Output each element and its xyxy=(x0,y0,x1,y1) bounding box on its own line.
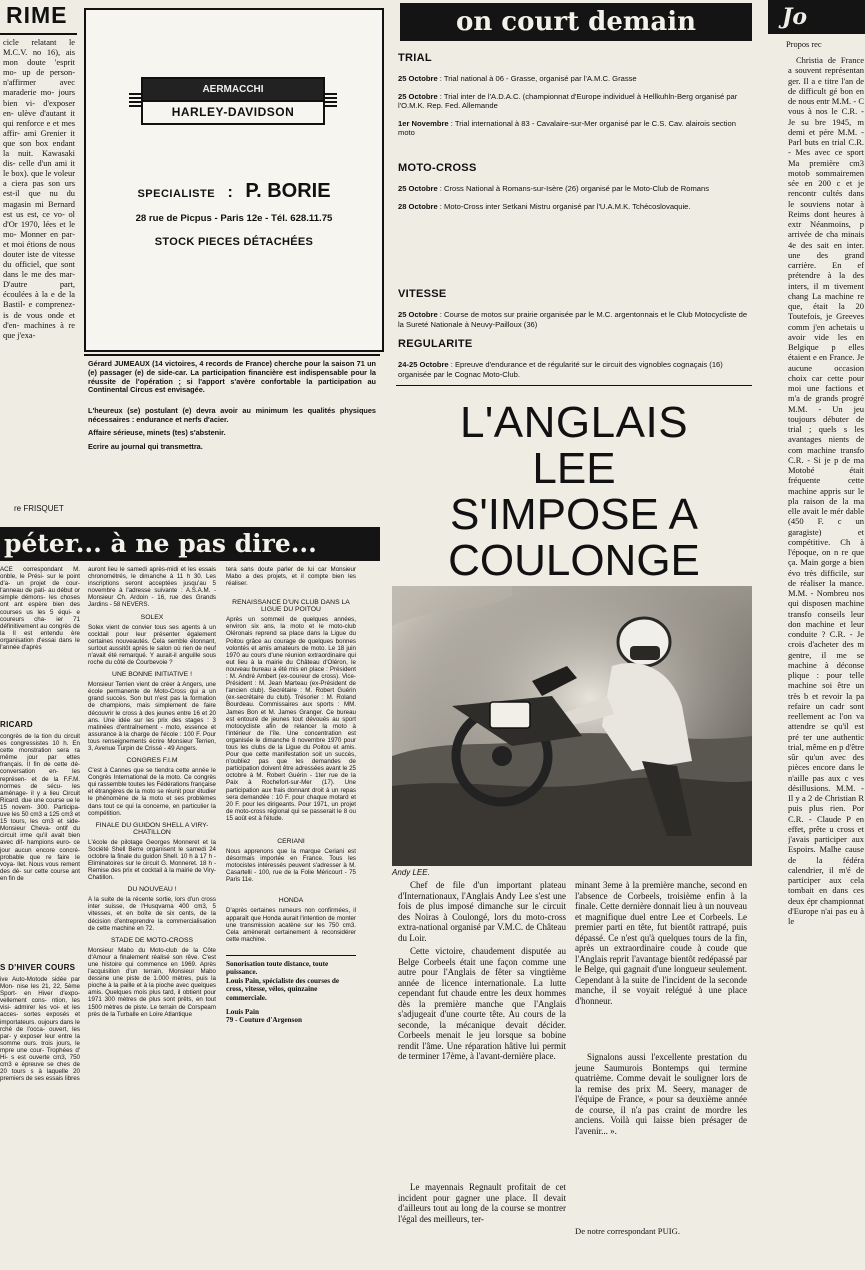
event-item xyxy=(398,184,750,194)
event-date: 28 Octobre xyxy=(398,201,438,211)
repeter-col2-p2: Solex vient de convier tous ses agents à un cocktail pour leur présenter également certaines nouveautés. Cela semble étonnant, surtout aussitôt après le salon où rien de neuf n'avait été remarqué. Y aurait-il anguille sous roche du côté de Courbevoie ? xyxy=(88,623,216,667)
left-column xyxy=(0,0,77,520)
left-column-text: cicle relatant le M.C.V. no 16), ais mon doute 'esprit mo- up de person- n'affirmer avec maraderie mo- jours bien vi- d'exposer en- ulève d'autant it qui renforce e et mes affir- ami Grenier it que son box endant la nuit. Kawasaki dis- celle d'un ami it le box). que le voleur a ciera pas son urs est-il que nu du magasin mi Bernard est us est, ce vo- ol d'Or 1970, lées et le mo- Monner en par- et moi étions de nous douter iste de vitesse du officiel, que sont dans le me des mar- D'autre part, écoulées à la e de la Bastil- e comprenez- is de vous onde et d'en- machines à re que j'exa- xyxy=(3,38,75,340)
ad-borie xyxy=(84,8,384,352)
right-column-text: Christia de France a souvent représentan ger. Il a e titre l'an de de difficult gé bon en de nous entr M.M. - C vous à nos le C.R. - Je su bre 1945, m demi et pére M.M. - Parl buts en trial C.R. - Mes avec ce sport Ma première cm3 motob sommairemen sée en 200 c et je rencontr cultés dans le souviens notar à Reims dont heures à extr Néanmoins, p arrivée de cha minais 4e des sait en inter. une des grand carrière. En ef prétendre à la des inters, il m tivement chang La machine re que, était la 20 Toutefois, je Greeves comm j'en achetais u avoir vide les en Belgique p elles étaient e en France. Je aucune occasion choix car cette pour moi une factions et m'a de grands progré M.M. - Un jeu toujours débuter de trial ; quels s les avantages nients de com machine transfo C.R. - Si je p de ma Motobé était fréquente cette machine appris sur le pla raison de la ma elle avait le mér dable (450 F. c un garagiste) et compétitive. Ch à l'époque, on n re que ça. Main gorge a bien évo très difficile, sur de réaliser la mance. M.M. - Nombreu nos qui disposen machine transfo conseils leur don machine et leur conduite ? C.R. - Je crois d'acheter des m gentre, il me se machine à déconse plique : pour telle machine soi être un très b et revoir la pa refaire un cadr sont reellement ac l'on va attendre se qu'il est pré ter une authentic trial, même en p d'être sûr qu'un avec des pièces encore dans le n'aille pas aux c ves désillusions. M.M. - Il y a 2 de Christian R puis plus rien. Por C.R. - Claude P en effet, prête u cross et j'avais participer aux Espoirs. Malhe cause de la fédéra calendrier, il m'é de participer aux cela tombait en dans ces deux épr championnat d'Europe n'ai pas eu à le xyxy=(788,55,864,926)
repeter-col2-p3: Monsieur Terrien vient de créer à Angers, une école permanente de Moto-Cross qui a un grand succès. Son but n'est pas la formation de champions, mais simplement de faire découvrir le cross à des jeunes entre 16 et 20 ans. Une idée sur les prix des stages : 3 matinées d'entraînement - moto, essence et assurance à la charge de l'école : 100 F. Pour tous renseignements écrire Monsieur Terrien, 3, Avenue Turpin de Crissé - 49 Angers. xyxy=(88,681,216,752)
notice-jumeaux xyxy=(84,354,380,454)
notice-p1: Gérard JUMEAUX (14 victoires, 4 records de France) cherche pour la saison 71 un (e) passager (e) de side-car. La participation financière est indispensable pour la réussite de l'opération ; si l'apport s'avère confortable la participation au Continental Circus est envisagée. xyxy=(88,359,376,395)
notice-rule-top xyxy=(84,354,380,356)
left-column-signature: re FRISQUET xyxy=(14,504,64,513)
lee-col1-p1: Chef de file d'un important plateau d'Internationaux, l'Anglais Andy Lee s'est une fois de plus imposé dimanche sur le circuit des Noiras à Coulongé, lors du moto-cross extra-national organisé par V.M.C. de Château du Loir. xyxy=(398,880,566,943)
repeter-col3-p2: Après un sommeil de quelques années, environ six ans, la moto et le moto-club Oléronais reprend sa place dans la Ligue du Poitou grâce au courage de quelques bonnes volontés et amis amateurs de moto. Le 18 juin 1970 au cours d'une réunion extraordinaire qui eut lieu à la mairie du Château d'Oléron, le nouveau bureau a été mis en place : Président : M. André Ambert (ex-coureur de cross). Vice-Président : M. Jean Marteau (ex-Président de l'ancien club). Secrétaire : M. Robert Guérin (ex-secrétaire du club). Trésorier : M. Roland Bourdeau. Commissaires aux sports : MM. James Bon et M. James Granger. Ce bureau est entouré de jeunes tout dévoués au sport motocycliste afin de relancer la moto à l'intérieur de l'île. Une concentration est organisée le dimanche 8 novembre 1970 pour tous les clubs de la Ligue du Poitou et amis. Pour que cette manifestation soit un succès, n'oubliez pas que les demandes de participation doivent être adressées avant le 25 octobre à M. Robert Guérin - 1ter rue de la Paix à Rochefort-sur-Mer (17). Une participation aux frais donnant droit à un repas sera demandée : 10 F. pour chaque motard et 20 F. pour les dirigeants. Pour 1971, un projet de moto-cross régional qui se passerait le 8 ou 15 août est à l'étude. xyxy=(226,616,356,822)
repeter-col1-heading-hiver: S D'HIVER COURS xyxy=(0,963,76,972)
repeter-col2-p6: A la suite de la récente sortie, lors d'un cross inter suisse, de l'Husqvarna 400 cm3, 5 vitesses, et en boîte de six cents, de la décision d'entreprendre la commercialisation de cette machine en 72. xyxy=(88,896,216,932)
repeter-col3-p1: tera sans doute parler de lui car Monsieur Mabo a des projets, et il compte bien les réaliser. xyxy=(226,566,356,588)
sono-line-3: Louis Pain xyxy=(226,1007,259,1016)
repeter-col2-p7: Monsieur Mabo du Moto-club de la Côte d'Amour a finalement réalisé son rêve. C'est une histoire qui commence en 1969. Après l'acquisition d'un terrain, Monsieur Mabo dessine une piste de 1.000 mètres, puis la pioche à la paille et à la pioche avec quelques amis. Quelques mois plus tard, il obtient pour 1971 300 mètres de plus sont prêts, en tout 1500 mètres de piste. Le terrain de Corspeam près de la Turballe en Loire Atlantique xyxy=(88,946,216,1018)
notice-p3: Affaire sérieuse, minets (tes) s'abstenir. xyxy=(88,428,226,437)
event-item xyxy=(398,310,750,329)
brand-aermacchi: AERMACCHI xyxy=(141,77,325,102)
notice-p4: Ecrire au journal qui transmettra. xyxy=(88,442,203,451)
rider-photo-image xyxy=(392,586,752,866)
repeter-col2-p4: C'est à Cannes que se tiendra cette année le Congrès International de la moto. Ce congrès qui rassemble toutes les Fédérations française et étrangères de la moto se réunit pour étudier le phénomène de la moto et ses problèmes dans tout ce qui la concerne, en particulier la compétition. xyxy=(88,767,216,817)
lee-col2-p1: minant 3eme à la première manche, second en l'absence de Corbeels, troisième enfin à la finale. Cette dernière donnait lieu à un nouveau et magnifique duel entre Lee et Corbeels. Le premier parti en tête, fut bientôt rattrapé, puis dépassé. Ce n'est qu'à quelques tours de la fin, après un extraordinaire coude à coude que l'Anglais reprit l'avantage bientôt redépassé par le Belge, qui gagnait d'une longueur seulement. Cependant à la suite de l'incident de la seconde manche, il se voyait relégué à une place d'honneur. xyxy=(575,880,747,1006)
repeter-col1-bot: ive Auto-Motode sidée par Mon- nise les 21, 22, 5ème Sport- en Hiver d'expo- vellement cons- ntion, les visi- admirer les voi- et les acces- sortes exposés et importateurs. oujours dans le rché de l'occa- ouvert, les par- y exposer leur entre la somme ours. trois jours, le mpre une cour- Trophées d' Hi- s est ouverte cm3, 750 cm3 e épreuve se ches de 20 tours s à laquelle 20 premiers de ses essais libres xyxy=(0,976,80,1083)
specialist-name: P. BORIE xyxy=(245,180,331,202)
event-section-title: MOTO-CROSS xyxy=(398,162,477,174)
event-item xyxy=(398,92,750,111)
event-date: 24-25 Octobre xyxy=(398,360,449,369)
headline-line-1: L'ANGLAIS xyxy=(459,398,689,447)
specialist-colon: : xyxy=(227,184,233,201)
event-text: : Trial national à 06 - Grasse, organisé par l'A.M.C. Grasse xyxy=(437,74,637,83)
event-item xyxy=(398,202,750,212)
event-section xyxy=(398,52,750,146)
event-date: 25 Octobre xyxy=(398,74,438,83)
repeter-col3-heading-honda: HONDA xyxy=(278,897,304,905)
headline-line-3: S'IMPOSE A xyxy=(449,490,699,539)
on-court-demain-list xyxy=(398,52,750,382)
repeter-col1 xyxy=(0,566,80,1266)
right-column-banner: Jo xyxy=(768,0,865,34)
event-date: 25 Octobre xyxy=(398,91,438,101)
event-section-title: TRIAL xyxy=(398,52,432,64)
repeter-col3 xyxy=(226,566,356,1266)
sono-ad xyxy=(226,955,356,1025)
repeter-col3-p3: Nous apprenons que la marque Ceriani est désormais importée en France. Tous les motocistes intéressés peuvent s'adresser à M. Casartelli - 100, rue de la Folie Méricourt - 75 Paris 11e. xyxy=(226,848,356,884)
ad-stock: STOCK PIECES DÉTACHÉES xyxy=(154,236,314,248)
specialist-line xyxy=(86,180,382,203)
left-column-rule xyxy=(0,33,77,35)
event-section xyxy=(398,162,750,219)
event-section-title: REGULARITE xyxy=(398,338,473,350)
lee-col1-p3: Le mayennais Regnault profitait de cet incident pour gagner une place. Il devait d'ailleurs tout au long de la course se montrer l'égal des meilleurs, ter- xyxy=(398,1182,566,1224)
sono-line-4: 79 - Couture d'Argenson xyxy=(226,1016,302,1025)
headline-line-4: COULONGE xyxy=(448,536,700,585)
repeter-col2-heading-congres: CONGRES F.I.M xyxy=(126,757,178,765)
repeter-col3-heading-ceriani: CERIANI xyxy=(277,838,305,845)
event-section xyxy=(398,288,750,337)
on-court-demain-banner: on court demain xyxy=(400,3,752,41)
event-text: : Course de motos sur prairie organisée par le M.C. argentonnais et le Club Motocycliste de la Sureté Nationale à Neuvy-Pailloux (36) xyxy=(398,310,748,329)
event-date: 25 Octobre xyxy=(398,310,438,319)
event-section-title: VITESSE xyxy=(398,288,447,300)
repeter-col1-heading-ricard: RICARD xyxy=(0,720,33,729)
lee-col1-p2: Cette victoire, chaudement disputée au Belge Corbeels était une façon comme une autre pour l'Anglais de fêter sa vingtième année de licence internationale. La lutte cependant fut chaude entre les deux hommes dès la première manche que l'Anglais s'adjugeait d'une courte tête. Au cours de la seconde, la mécanique devait décider. Corbeels menait le jeu lorsque sa bobine rendit l'âme. Une réparation hâtive lui permit de terminer 17ème, à l'avant-dernière place. xyxy=(398,946,566,1061)
notice-p2: L'heureux (se) postulant (e) devra avoir au minimum les qualités physiques nécessaires : endurance et nerfs d'acier. xyxy=(88,406,376,424)
sono-line-2: Louis Pain, spécialiste des courses de cross, vitesse, vélos, quinzaine commerciale. xyxy=(226,976,340,1002)
event-date: 25 Octobre xyxy=(398,184,438,193)
event-item xyxy=(398,74,750,84)
specialist-label: SPECIALISTE xyxy=(137,188,216,200)
repeter-col2-heading-finale: FINALE DU GUIDON SHELL A VIRY-CHATILLON xyxy=(95,821,209,836)
brand-harley: HARLEY-DAVIDSON xyxy=(141,100,325,125)
event-text: : Trial international à 83 - Cavalaire-sur-Mer organisé par le C.S. Cav. alairois section moto xyxy=(398,118,736,138)
sono-line-1: Sonorisation toute distance, toute puissance. xyxy=(226,959,329,977)
repeter-col3-heading-renaissance: RENAISSANCE D'UN CLUB DANS LA LIGUE DU POITOU xyxy=(232,599,350,614)
lee-col2-p2: Signalons aussi l'excellente prestation du jeune Saumurois Bontemps qui termine quatrième. Comme devait le souligner lors de la remise des prix M. Seery, manager de l'équipe de France, « pour sa deuxième année de course, il n'a pas craint de mordre les anciens. Voilà qui laisse bien présager de l'avenir... ». xyxy=(575,1052,747,1136)
event-date: 1er Novembre xyxy=(398,118,449,128)
repeter-col2-p5: L'école de pilotage Georges Monneret et la Société Shell Berre organisent le samedi 24 octobre la finale du guidon Shell. 10 h à 17 h - Eliminatoires sur le circuit G. Monneret. 18 h - Remise des prix et cocktail à la mairie de Viry-Chatillon. xyxy=(88,838,216,882)
ad-address: 28 rue de Picpus - Paris 12e - Tél. 628.11.75 xyxy=(135,213,333,224)
event-text: : Epreuve d'endurance et de régularité sur le circuit des vignobles cognaçais (16) organisée par le Cognac Moto-Club. xyxy=(398,360,723,379)
photo-caption: Andy LEE. xyxy=(392,868,430,877)
harley-logo xyxy=(141,77,325,127)
right-column xyxy=(758,0,865,1270)
repeter-col2-heading-solex: SOLEX xyxy=(140,613,164,621)
repeter-col2-heading-nouveau: DU NOUVEAU ! xyxy=(127,886,177,894)
headline-line-2: LEE xyxy=(532,444,616,493)
lee-headline xyxy=(396,385,752,586)
logo-wing-right-icon xyxy=(323,93,337,109)
repeter-col2-p1: auront lieu le samedi après-midi et les essais chronométrés, le dimanche à 11 h 30. Les inscriptions seront acceptées jusqu'au 5 novembre à l'adresse suivante : A.S.A.M. - Monsieur Ch. Ardoin - 16, rue des Grands Jardins - 58 NEVERS. xyxy=(88,566,216,609)
repeter-col2-heading-stade: STADE DE MOTO-CROSS xyxy=(110,936,194,944)
event-text: : Trial inter de l'A.D.A.C. (championnat d'Europe individuel à Hellkuhln-Berg organisé par l'O.M.K. Rep. Fed. Allemande xyxy=(398,91,738,111)
lee-photo xyxy=(392,586,752,866)
lee-col2-sign: De notre correspondant PUIG. xyxy=(575,1226,681,1236)
event-item xyxy=(398,119,750,138)
event-text: : Cross National à Romans-sur-Isère (26) organisé par le Moto-Club de Romans xyxy=(437,184,710,193)
repeter-col2 xyxy=(88,566,216,1266)
event-section xyxy=(398,338,750,387)
repeter-banner: péter... à ne pas dire... xyxy=(0,527,380,561)
repeter-col1-top: ACE correspondant M. onble, le Prési- sur le point d'a- un projet de cour- l'anneau de pati- au début or simple démons- les choses ont ant espère bien des courses us les 5 équi- e coureurs cha- ier 71 définitivement au congrès de la ll est entendu ère organisation d'essai dans le l'année d'après xyxy=(0,566,80,652)
repeter-col2-heading-initiative: UNE BONNE INITIATIVE ! xyxy=(112,671,192,679)
event-item xyxy=(398,360,750,379)
repeter-col3-p4: D'après certaines rumeurs non confirmées, il apparaît que Honda aurait l'intention de monter une transmission acatène sur les 750 cm3. Cela amènerait certainement à reconsidérer cette machine. xyxy=(226,907,356,943)
right-column-intro: Propos rec xyxy=(786,40,822,49)
event-text: : Moto-Cross inter Setkani Mistru organisé par l'U.A.M.K. Tchécoslovaquie. xyxy=(437,201,691,211)
repeter-col1-mid: congrès de la tion du circuit es congressistes 10 h. En cette monstration sera ra même jour par ettes français. Il fin de cette dé- conversation en- les représen- et de la F.F.M. normes de sécu- les aménage- il y a lieu Circuit Ricard. due une course ue le 15 novem- 300. Participa- uve les 50 cm3 a 125 cm3 et 15 tours, les cm3 et side- Monsieur Cheva- ontif du circuit irme qu'il avait bien avec dif- hampions euro- ce jour aucun encore concré- probable que re faire le voya- llet. Nous vous rement des dé- sur cette course ant en fin de xyxy=(0,733,80,882)
left-column-heading: RIME xyxy=(6,2,68,28)
